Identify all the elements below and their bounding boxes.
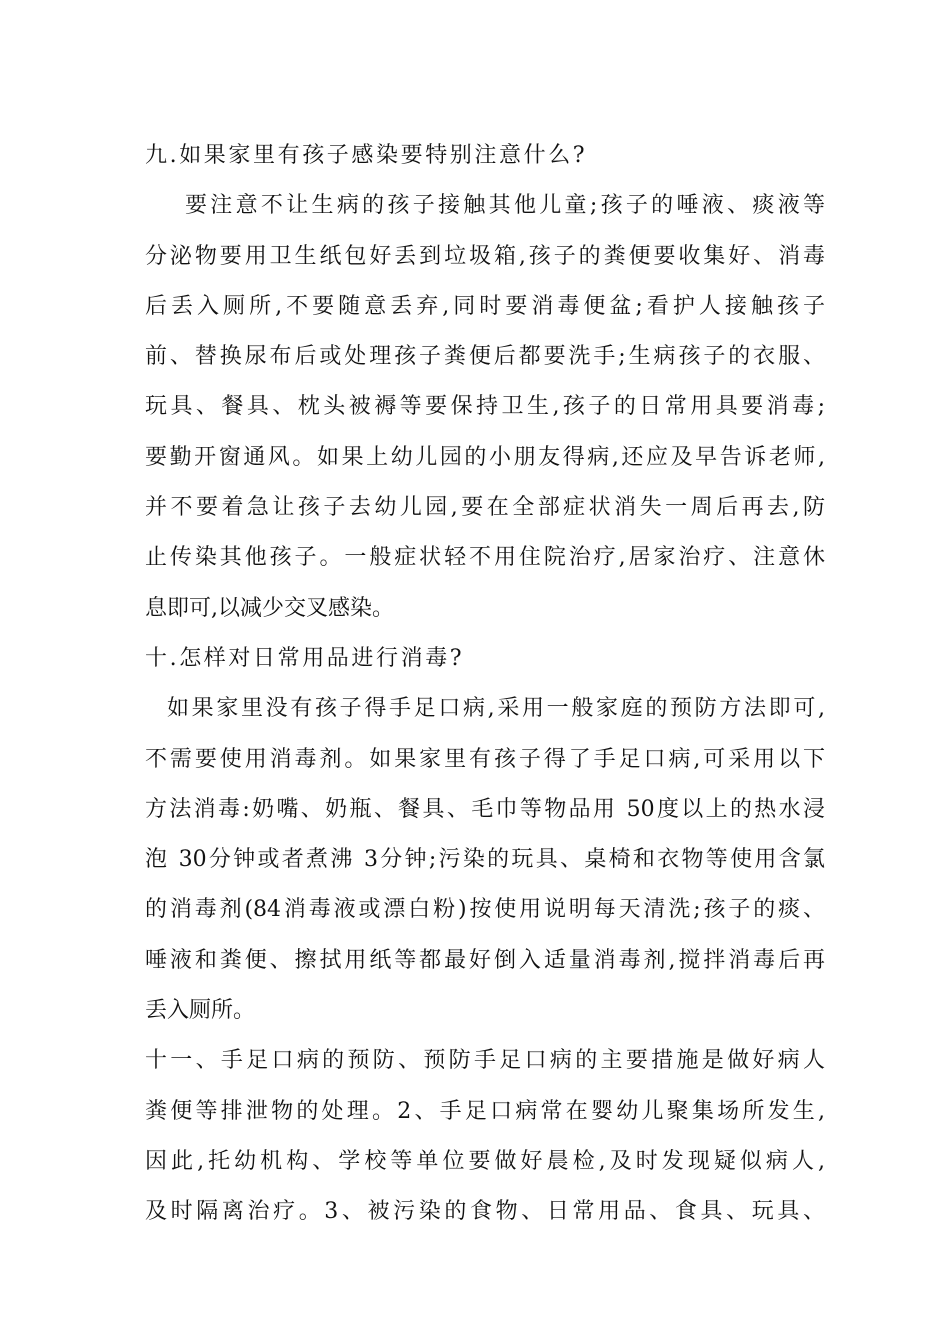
- section-9-line-6: 要勤开窗通风。如果上幼儿园的小朋友得病,还应及早告诉老师,: [145, 444, 825, 470]
- section-10-line-2: 不需要使用消毒剂。如果家里有孩子得了手足口病,可采用以下: [145, 746, 825, 772]
- section-9-line-9: 息即可,以减少交叉感染。: [145, 595, 394, 621]
- section-heading-10: 十.怎样对日常用品进行消毒?: [145, 645, 465, 671]
- section-heading-9: 九.如果家里有孩子感染要特别注意什么?: [145, 143, 588, 168]
- section-9-line-7: 并不要着急让孩子去幼儿园,要在全部症状消失一周后再去,防: [145, 495, 825, 521]
- section-10-line-5: 的消毒剂(84消毒液或漂白粉)按使用说明每天清洗;孩子的痰、: [145, 897, 825, 923]
- section-10-line-1: 如果家里没有孩子得手足口病,采用一般家庭的预防方法即可,: [167, 696, 825, 722]
- section-11-line-4: 及时隔离治疗。3、被污染的食物、日常用品、食具、玩具、: [145, 1199, 825, 1225]
- document-body: [145, 131, 825, 1238]
- section-9-line-4: 前、替换尿布后或处理孩子粪便后都要洗手;生病孩子的衣服、: [145, 344, 825, 370]
- section-9-line-3: 后丢入厕所,不要随意丢弃,同时要消毒便盆;看护人接触孩子: [145, 293, 825, 319]
- section-10-line-6: 唾液和粪便、擦拭用纸等都最好倒入适量消毒剂,搅拌消毒后再: [145, 947, 825, 973]
- section-10-line-4: 泡 30分钟或者煮沸 3分钟;污染的玩具、桌椅和衣物等使用含氯: [145, 847, 825, 873]
- section-11-line-3: 因此,托幼机构、学校等单位要做好晨检,及时发现疑似病人,: [145, 1148, 825, 1174]
- section-11-line-2: 粪便等排泄物的处理。2、手足口病常在婴幼儿聚集场所发生,: [145, 1098, 825, 1124]
- section-10-line-3: 方法消毒:奶嘴、奶瓶、餐具、毛巾等物品用 50度以上的热水浸: [145, 796, 825, 822]
- section-9-line-1: 要注意不让生病的孩子接触其他儿童;孩子的唾液、痰液等: [185, 193, 825, 219]
- section-9-line-8: 止传染其他孩子。一般症状轻不用住院治疗,居家治疗、注意休: [145, 545, 825, 571]
- section-9-line-2: 分泌物要用卫生纸包好丢到垃圾箱,孩子的粪便要收集好、消毒: [145, 243, 825, 269]
- section-11-line-1: 十一、手足口病的预防、预防手足口病的主要措施是做好病人: [145, 1048, 825, 1074]
- section-10-line-7: 丢入厕所。: [145, 998, 256, 1024]
- section-9-line-5: 玩具、餐具、枕头被褥等要保持卫生,孩子的日常用具要消毒;: [145, 394, 825, 420]
